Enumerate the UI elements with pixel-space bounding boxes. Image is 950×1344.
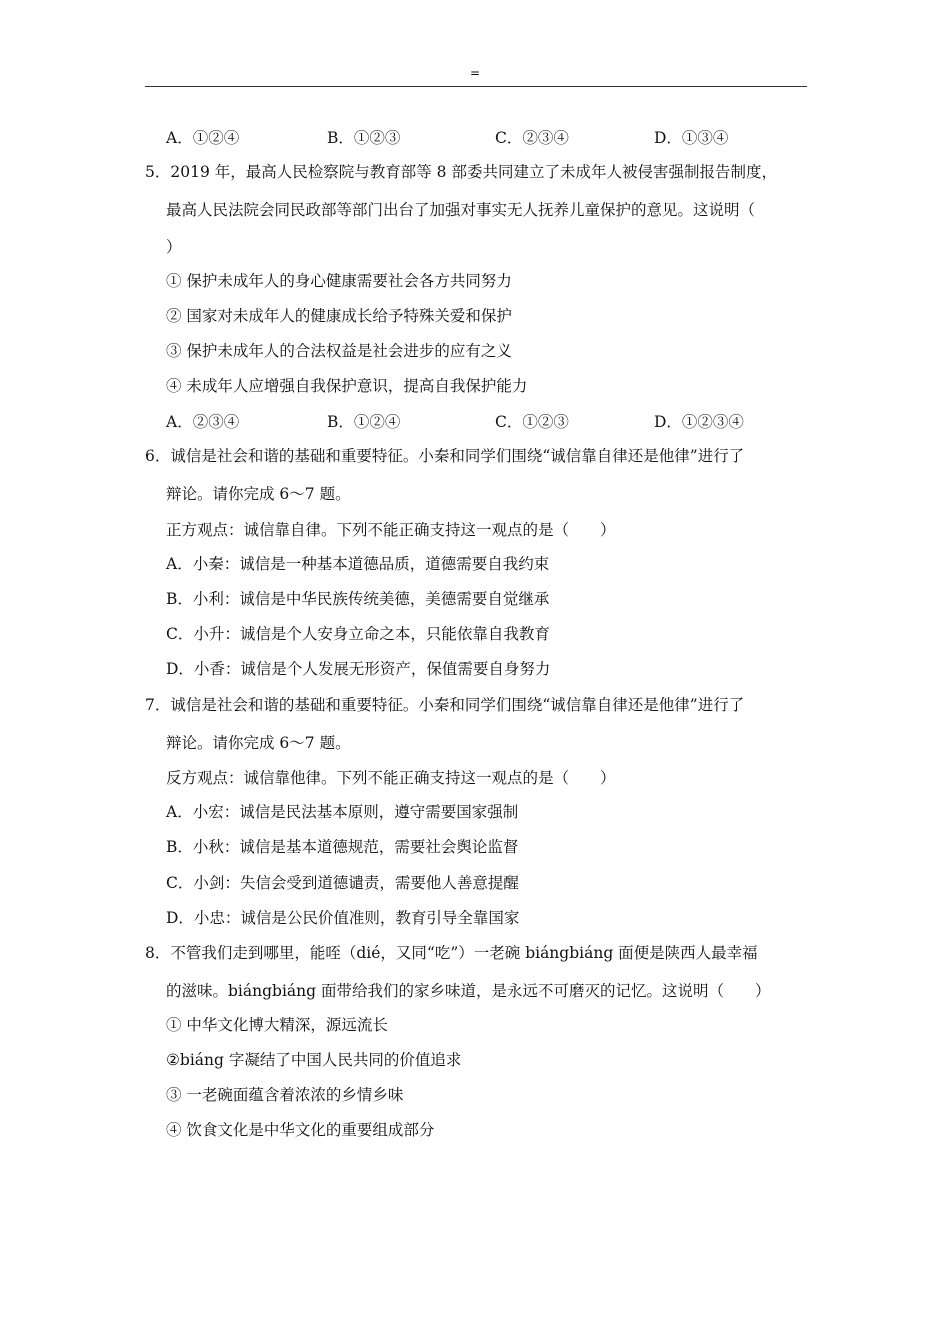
q8-stem-line1: 8．不管我们走到哪里，能咥（dié，又同“吃”）一老碗 biángbiáng 面便是陕西人最幸福 (145, 944, 758, 962)
q5-stem-line3: ） (166, 238, 182, 256)
q4-option-a: A．①②④ (166, 129, 240, 147)
q6-option-d: D．小香：诚信是个人发展无形资产，保值需要自身努力 (166, 660, 551, 678)
q5-item-1: ① 保护未成年人的身心健康需要社会各方共同努力 (166, 272, 512, 290)
q4-option-b: B．①②③ (327, 129, 401, 147)
q6-stem-line1: 6．诚信是社会和谐的基础和重要特征。小秦和同学们围绕“诚信靠自律还是他律”进行了 (145, 447, 745, 465)
q7-stem-line1: 7．诚信是社会和谐的基础和重要特征。小秦和同学们围绕“诚信靠自律还是他律”进行了 (145, 696, 745, 714)
q7-option-b: B．小秋：诚信是基本道德规范，需要社会舆论监督 (166, 838, 519, 856)
header-mark: = (469, 66, 481, 80)
q6-option-b: B．小利：诚信是中华民族传统美德，美德需要自觉继承 (166, 590, 550, 608)
q6-question: 正方观点：诚信靠自律。下列不能正确支持这一观点的是（ ） (166, 521, 616, 539)
q5-stem-line2: 最高人民法院会同民政部等部门出台了加强对事实无人抚养儿童保护的意见。这说明（ (166, 201, 756, 219)
q6-option-a: A．小秦：诚信是一种基本道德品质，道德需要自我约束 (166, 555, 550, 573)
q5-option-a: A．②③④ (166, 413, 240, 431)
q5-item-2: ② 国家对未成年人的健康成长给予特殊关爱和保护 (166, 307, 512, 325)
q7-stem-line2: 辩论。请你完成 6～7 题。 (166, 734, 351, 752)
q5-stem-line1: 5．2019 年，最高人民检察院与教育部等 8 部委共同建立了未成年人被侵害强制报告制度， (145, 163, 777, 181)
q5-option-c: C．①②③ (495, 413, 569, 431)
q7-option-a: A．小宏：诚信是民法基本原则，遵守需要国家强制 (166, 803, 519, 821)
header-rule (145, 86, 807, 87)
q5-option-b: B．①②④ (327, 413, 401, 431)
q8-item-3: ③ 一老碗面蕴含着浓浓的乡情乡味 (166, 1086, 404, 1104)
q5-item-4: ④ 未成年人应增强自我保护意识，提高自我保护能力 (166, 377, 528, 395)
q5-option-d: D．①②③④ (654, 413, 744, 431)
q8-item-4: ④ 饮食文化是中华文化的重要组成部分 (166, 1121, 435, 1139)
q5-item-3: ③ 保护未成年人的合法权益是社会进步的应有之义 (166, 342, 512, 360)
q7-question: 反方观点：诚信靠他律。下列不能正确支持这一观点的是（ ） (166, 769, 616, 787)
q7-option-d: D．小忠：诚信是公民价值准则，教育引导全靠国家 (166, 909, 520, 927)
q8-item-1: ① 中华文化博大精深，源远流长 (166, 1016, 388, 1034)
q6-option-c: C．小升：诚信是个人安身立命之本，只能依靠自我教育 (166, 625, 550, 643)
q4-option-c: C．②③④ (495, 129, 569, 147)
q6-stem-line2: 辩论。请你完成 6～7 题。 (166, 485, 351, 503)
q8-item-2: ②biáng 字凝结了中国人民共同的价值追求 (166, 1051, 462, 1069)
q8-stem-line2: 的滋味。biángbiáng 面带给我们的家乡味道，是永远不可磨灭的记忆。这说明（ ） (166, 982, 771, 1000)
q7-option-c: C．小剑：失信会受到道德谴责，需要他人善意提醒 (166, 874, 519, 892)
q4-option-d: D．①③④ (654, 129, 729, 147)
